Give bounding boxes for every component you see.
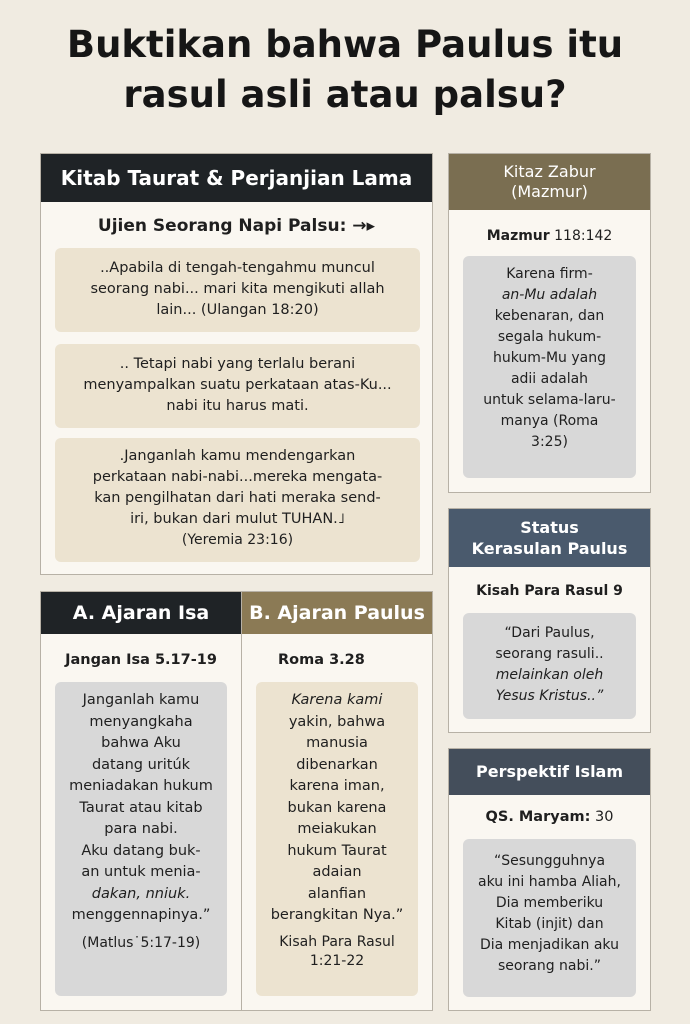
isa-ref: Jangan Isa 5.17-19 — [65, 652, 217, 668]
islam-ref: QS. Maryam: 30 — [485, 809, 614, 825]
taurat-panel — [40, 153, 433, 575]
paulus-header: B. Ajaran Paulus — [242, 592, 432, 634]
zabur-header — [449, 154, 650, 210]
page-title — [0, 20, 690, 120]
zabur-header-line-2: (Mazmur) — [511, 182, 588, 201]
paulus-ref: Roma 3.28 — [278, 652, 365, 668]
status-header-line-2: Kerasulan Paulus — [471, 539, 628, 558]
isa-panel — [40, 591, 242, 1011]
zabur-quote: Karena firm- an-Mu adalah kebenaran, dan segala hukum- hukum-Mu yang adii adalah untuk selama-laru- manya (Roma 3:25) — [463, 256, 636, 478]
status-quote: “Dari Paulus, seorang rasuli.. melainkan oleh Yesus Kristus..” — [463, 613, 636, 719]
paulus-panel — [241, 591, 433, 1011]
isa-quote: Janganlah kamu menyangkaha bahwa Aku datang uritúk meniadakan hukum Taurat atau kitab para nabi. Aku datang buk- an untuk menia- dakan, nniuk. menggennapinya.” (Matlus˙5:17-19) — [55, 682, 227, 996]
status-ref: Kisah Para Rasul 9 — [476, 583, 623, 599]
taurat-subtitle: Ujien Seorang Napi Palsu: →▸ — [97, 216, 376, 236]
islam-header: Perspektif Islam — [449, 749, 650, 795]
islam-panel — [448, 748, 651, 1011]
islam-quote: “Sesungguhnya aku ini hamba Aliah, Dia memberiku Kitab (injit) dan Dia menjadikan aku seorang nabi.” — [463, 839, 636, 997]
paulus-quote: Karena kami yakin, bahwa manusia dibenarkan karena iman, bukan karena meiakukan hukum Taurat adaian alanfian berangkitan Nya.” Kisah Para Rasul 1:21-22 — [256, 682, 418, 996]
taurat-quote-2: .. Tetapi nabi yang terlalu berani menyampalkan suatu perkataan atas-Ku... nabi itu harus mati. — [55, 344, 420, 428]
title-line-1: Buktikan bahwa Paulus itu — [66, 23, 624, 66]
zabur-header-line-1: Kitaz Zabur — [503, 162, 596, 181]
isa-header: A. Ajaran Isa — [41, 592, 241, 634]
zabur-panel — [448, 153, 651, 493]
taurat-header: Kitab Taurat & Perjanjian Lama — [41, 154, 432, 202]
taurat-quote-1: ..Apabila di tengah-tengahmu muncul seorang nabi... mari kita mengikuti allah lain... (Ulangan 18:20) — [55, 248, 420, 332]
status-panel — [448, 508, 651, 733]
status-header — [449, 509, 650, 567]
title-line-2: rasul asli atau palsu? — [123, 73, 567, 116]
taurat-quote-3: .Janganlah kamu mendengarkan perkataan nabi-nabi...mereka mengata- kan pengilhatan dari hati meraka send- iri, bukan dari mulut TUHAN.˩ (Yeremia 23:16) — [55, 438, 420, 562]
status-header-line-1: Status — [520, 518, 579, 537]
zabur-ref: Mazmur 118:142 — [486, 228, 613, 244]
